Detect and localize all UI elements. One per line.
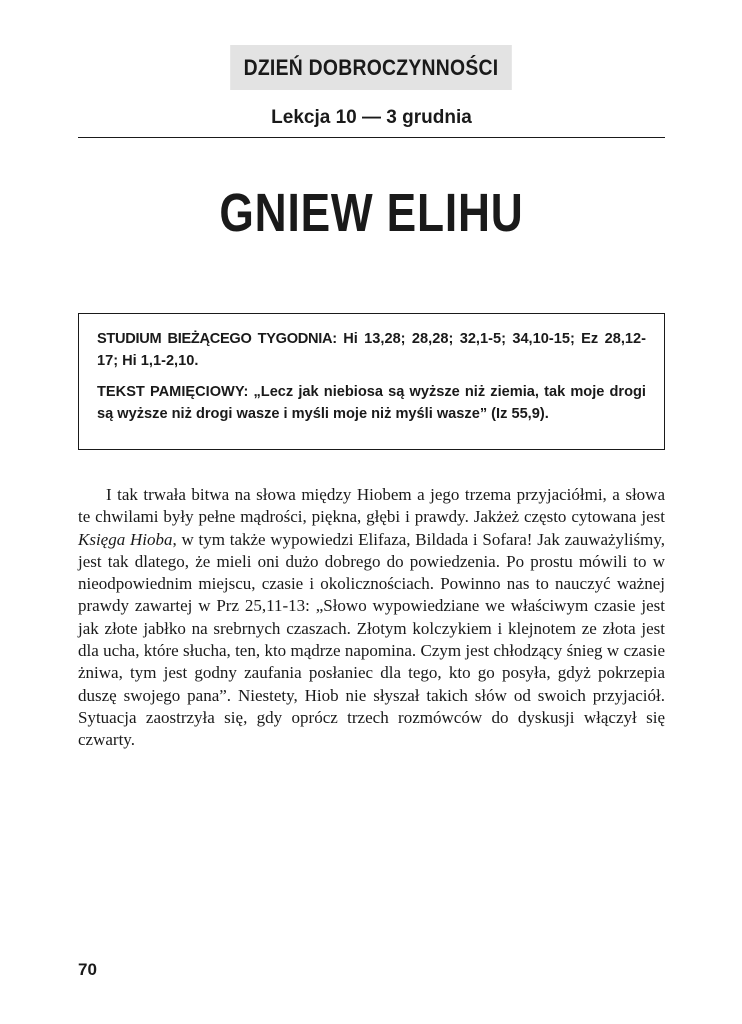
header-divider	[78, 137, 665, 138]
lesson-subtitle: Lekcja 10 — 3 grudnia	[271, 107, 472, 128]
section-banner: DZIEŃ DOBROCZYNNOŚCI	[230, 45, 512, 90]
memory-verse	[97, 382, 646, 425]
study-references	[97, 329, 646, 372]
page-number: 70	[78, 960, 97, 979]
study-box	[78, 313, 665, 450]
page-title: GNIEW ELIHU	[219, 183, 524, 243]
memory-label: TEKST PAMIĘCIOWY:	[97, 384, 249, 400]
book-title-italic: Księga Hioba	[78, 529, 173, 549]
body-paragraph	[78, 484, 665, 752]
body-part2: , w tym także wypowiedzi Elifaza, Bildada i Sofara! Jak zauważyliśmy, jest tak dlatego, że mieli oni dużo dobrego do powiedzenia. Po prostu mówili to w nieodpowiednim miejscu, czasie i okolicznościach. Powinno nas to nauczyć ważnej prawdy zawartej w Prz 25,11-13: „Słowo wypowiedziane we właściwym czasie jest jak złote jabłko na srebrnych czaszach. Złotym kolczykiem i klejnotem ze złota jest dla ucha, które słucha, ten, kto mądrze napomina. Czym jest chłodzący śnieg w czasie żniwa, tym jest godny zaufania posłaniec dla tego, kto go posyła, gdyż pokrzepia duszę swojego pana”. Niestety, Hiob nie słyszał takich słów od swoich przyjaciół. Sytuacja zaostrzyła się, gdy oprócz trzech rozmówców do dyskusji włączył się czwarty.	[78, 529, 665, 750]
study-label: STUDIUM BIEŻĄCEGO TYGODNIA:	[97, 331, 337, 347]
body-part1: I tak trwała bitwa na słowa między Hiobem a jego trzema przyjaciółmi, a słowa te chwilami były pełne mądrości, piękna, głębi i prawdy. Jakżeż często cytowana jest	[78, 485, 665, 527]
study-refs: Hi 13,28; 28,28; 32,1-5; 34,10-15; Ez 28,12-17; Hi 1,1-2,10.	[97, 331, 646, 369]
memory-text: „Lecz jak niebiosa są wyższe niż ziemia, tak moje drogi są wyższe niż drogi wasze i myśli moje niż myśli wasze” (Iz 55,9).	[97, 384, 646, 422]
